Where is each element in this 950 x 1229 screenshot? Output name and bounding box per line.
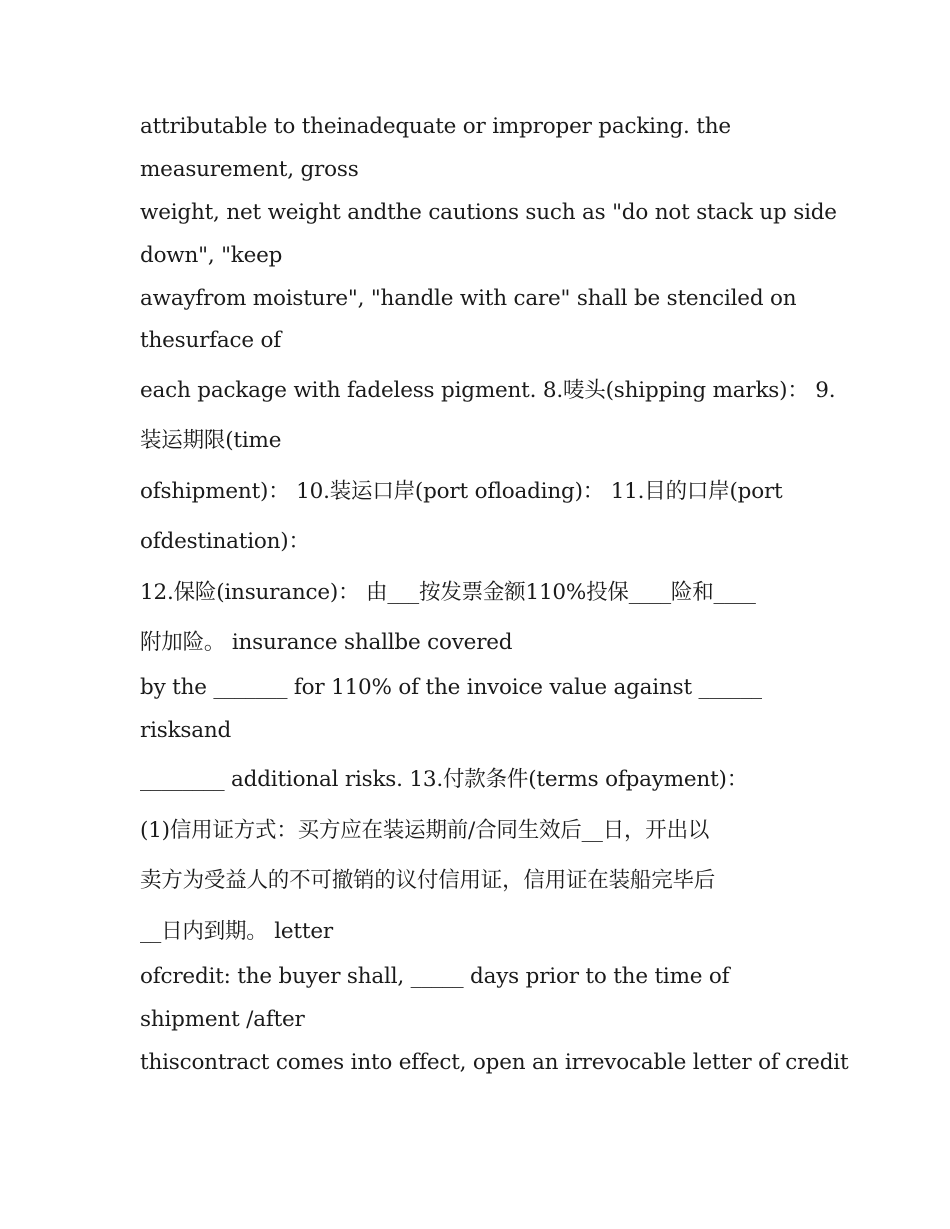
text-line: 卖方为受益人的不可撤销的议付信用证，信用证在装船完毕后	[140, 868, 716, 893]
text-line: 附加险。 insurance shallbe covered	[140, 630, 513, 655]
text-line: weight, net weight andthe cautions such as "do not stack up side	[140, 200, 837, 225]
text-line: ofdestination)：	[140, 529, 310, 554]
text-line: ________ additional risks. 13.付款条件(terms ofpayment)：	[140, 767, 748, 792]
text-line: ofcredit: the buyer shall, _____ days prior to the time of	[140, 964, 730, 989]
text-line: awayfrom moisture", "handle with care" shall be stenciled on	[140, 286, 797, 311]
text-line: each package with fadeless pigment. 8.唛头(shipping marks)： 9.	[140, 378, 836, 403]
text-line: risksand	[140, 718, 232, 743]
text-line: measurement, gross	[140, 157, 359, 182]
text-line: down", "keep	[140, 243, 283, 268]
text-line: thiscontract comes into effect, open an irrevocable letter of credit	[140, 1050, 849, 1075]
text-line: attributable to theinadequate or improper packing. the	[140, 114, 731, 139]
text-line: 装运期限(time	[140, 428, 282, 453]
text-line: __日内到期。 letter	[140, 919, 333, 944]
text-line: shipment /after	[140, 1007, 305, 1032]
text-line: by the _______ for 110% of the invoice value against ______	[140, 675, 762, 700]
text-line: 12.保险(insurance)： 由___按发票金额110%投保____险和____	[140, 580, 756, 605]
text-line: (1)信用证方式：买方应在装运期前/合同生效后__日，开出以	[140, 818, 710, 843]
text-line: thesurface of	[140, 328, 282, 353]
text-line: ofshipment)： 10.装运口岸(port ofloading)： 11.目的口岸(port	[140, 479, 783, 504]
